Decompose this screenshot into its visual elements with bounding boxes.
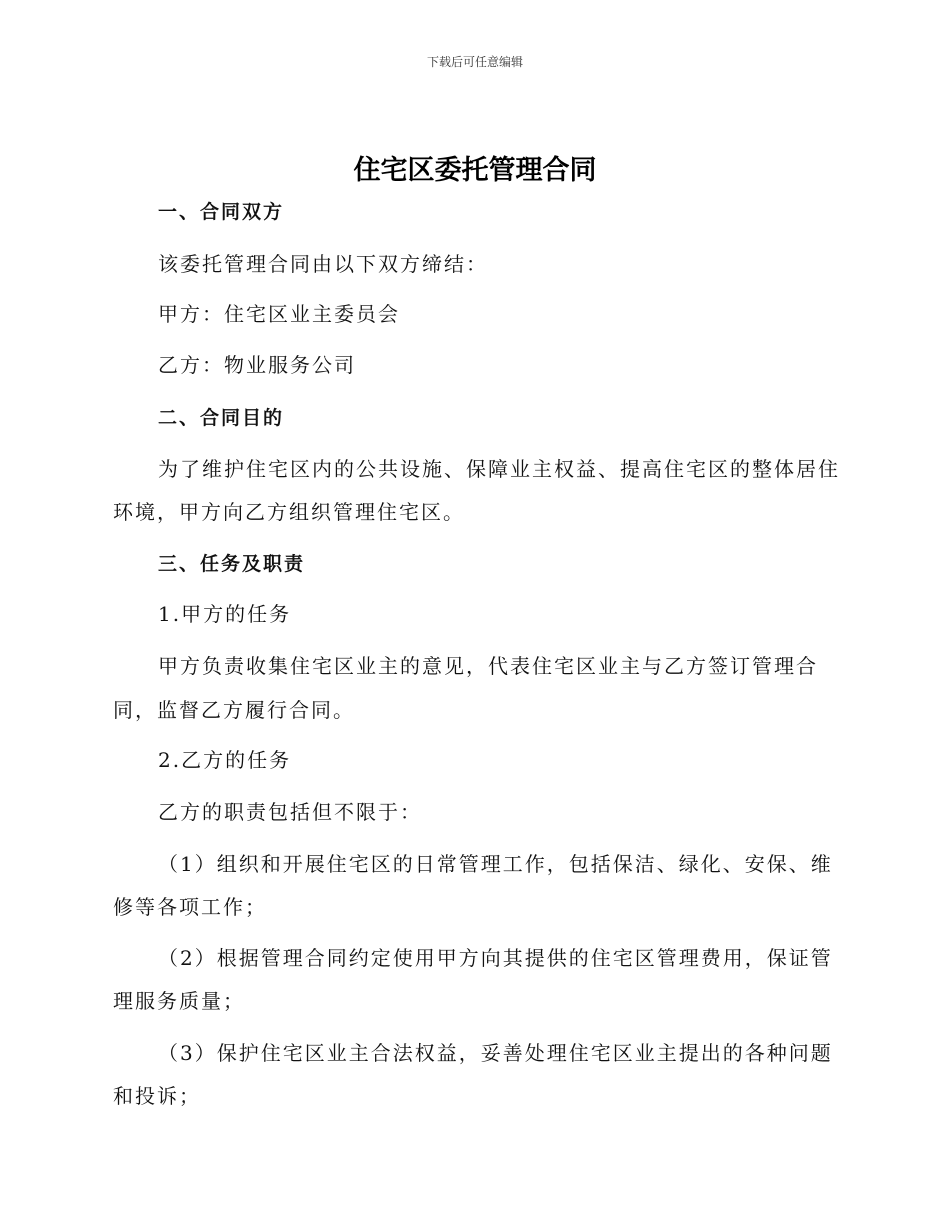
duty-item-1-line-2: 修等各项工作； — [113, 895, 267, 919]
party-b: 乙方：物业服务公司 — [158, 353, 356, 377]
party-a: 甲方：住宅区业主委员会 — [158, 302, 400, 326]
duty-item-3-line-1: （3）保护住宅区业主合法权益，妥善处理住宅区业主提出的各种问题 — [158, 1041, 833, 1065]
section-heading-parties: 一、合同双方 — [158, 201, 285, 223]
document-title: 住宅区委托管理合同 — [353, 155, 597, 186]
duty-item-1-line-1: （1）组织和开展住宅区的日常管理工作，包括保洁、绿化、安保、维 — [158, 852, 833, 876]
purpose-paragraph-line-2: 环境，甲方向乙方组织管理住宅区。 — [113, 500, 465, 524]
duty-item-3-line-2: 和投诉； — [113, 1084, 201, 1108]
party-a-duties-line-1: 甲方负责收集住宅区业主的意见，代表住宅区业主与乙方签订管理合 — [158, 654, 818, 678]
party-a-duties-title: 1.甲方的任务 — [158, 602, 292, 626]
section-heading-purpose: 二、合同目的 — [158, 407, 285, 429]
party-b-duties-intro: 乙方的职责包括但不限于： — [158, 800, 422, 824]
duty-item-2-line-2: 理服务质量； — [113, 989, 245, 1013]
section-heading-duties: 三、任务及职责 — [158, 553, 306, 575]
party-a-duties-line-2: 同，监督乙方履行合同。 — [113, 698, 355, 722]
parties-intro: 该委托管理合同由以下双方缔结： — [158, 252, 488, 276]
duty-item-2-line-1: （2）根据管理合同约定使用甲方向其提供的住宅区管理费用，保证管 — [158, 946, 833, 970]
purpose-paragraph-line-1: 为了维护住宅区内的公共设施、保障业主权益、提高住宅区的整体居住 — [158, 457, 840, 481]
party-b-duties-title: 2.乙方的任务 — [158, 748, 292, 772]
page-header-note: 下载后可任意编辑 — [426, 55, 523, 69]
